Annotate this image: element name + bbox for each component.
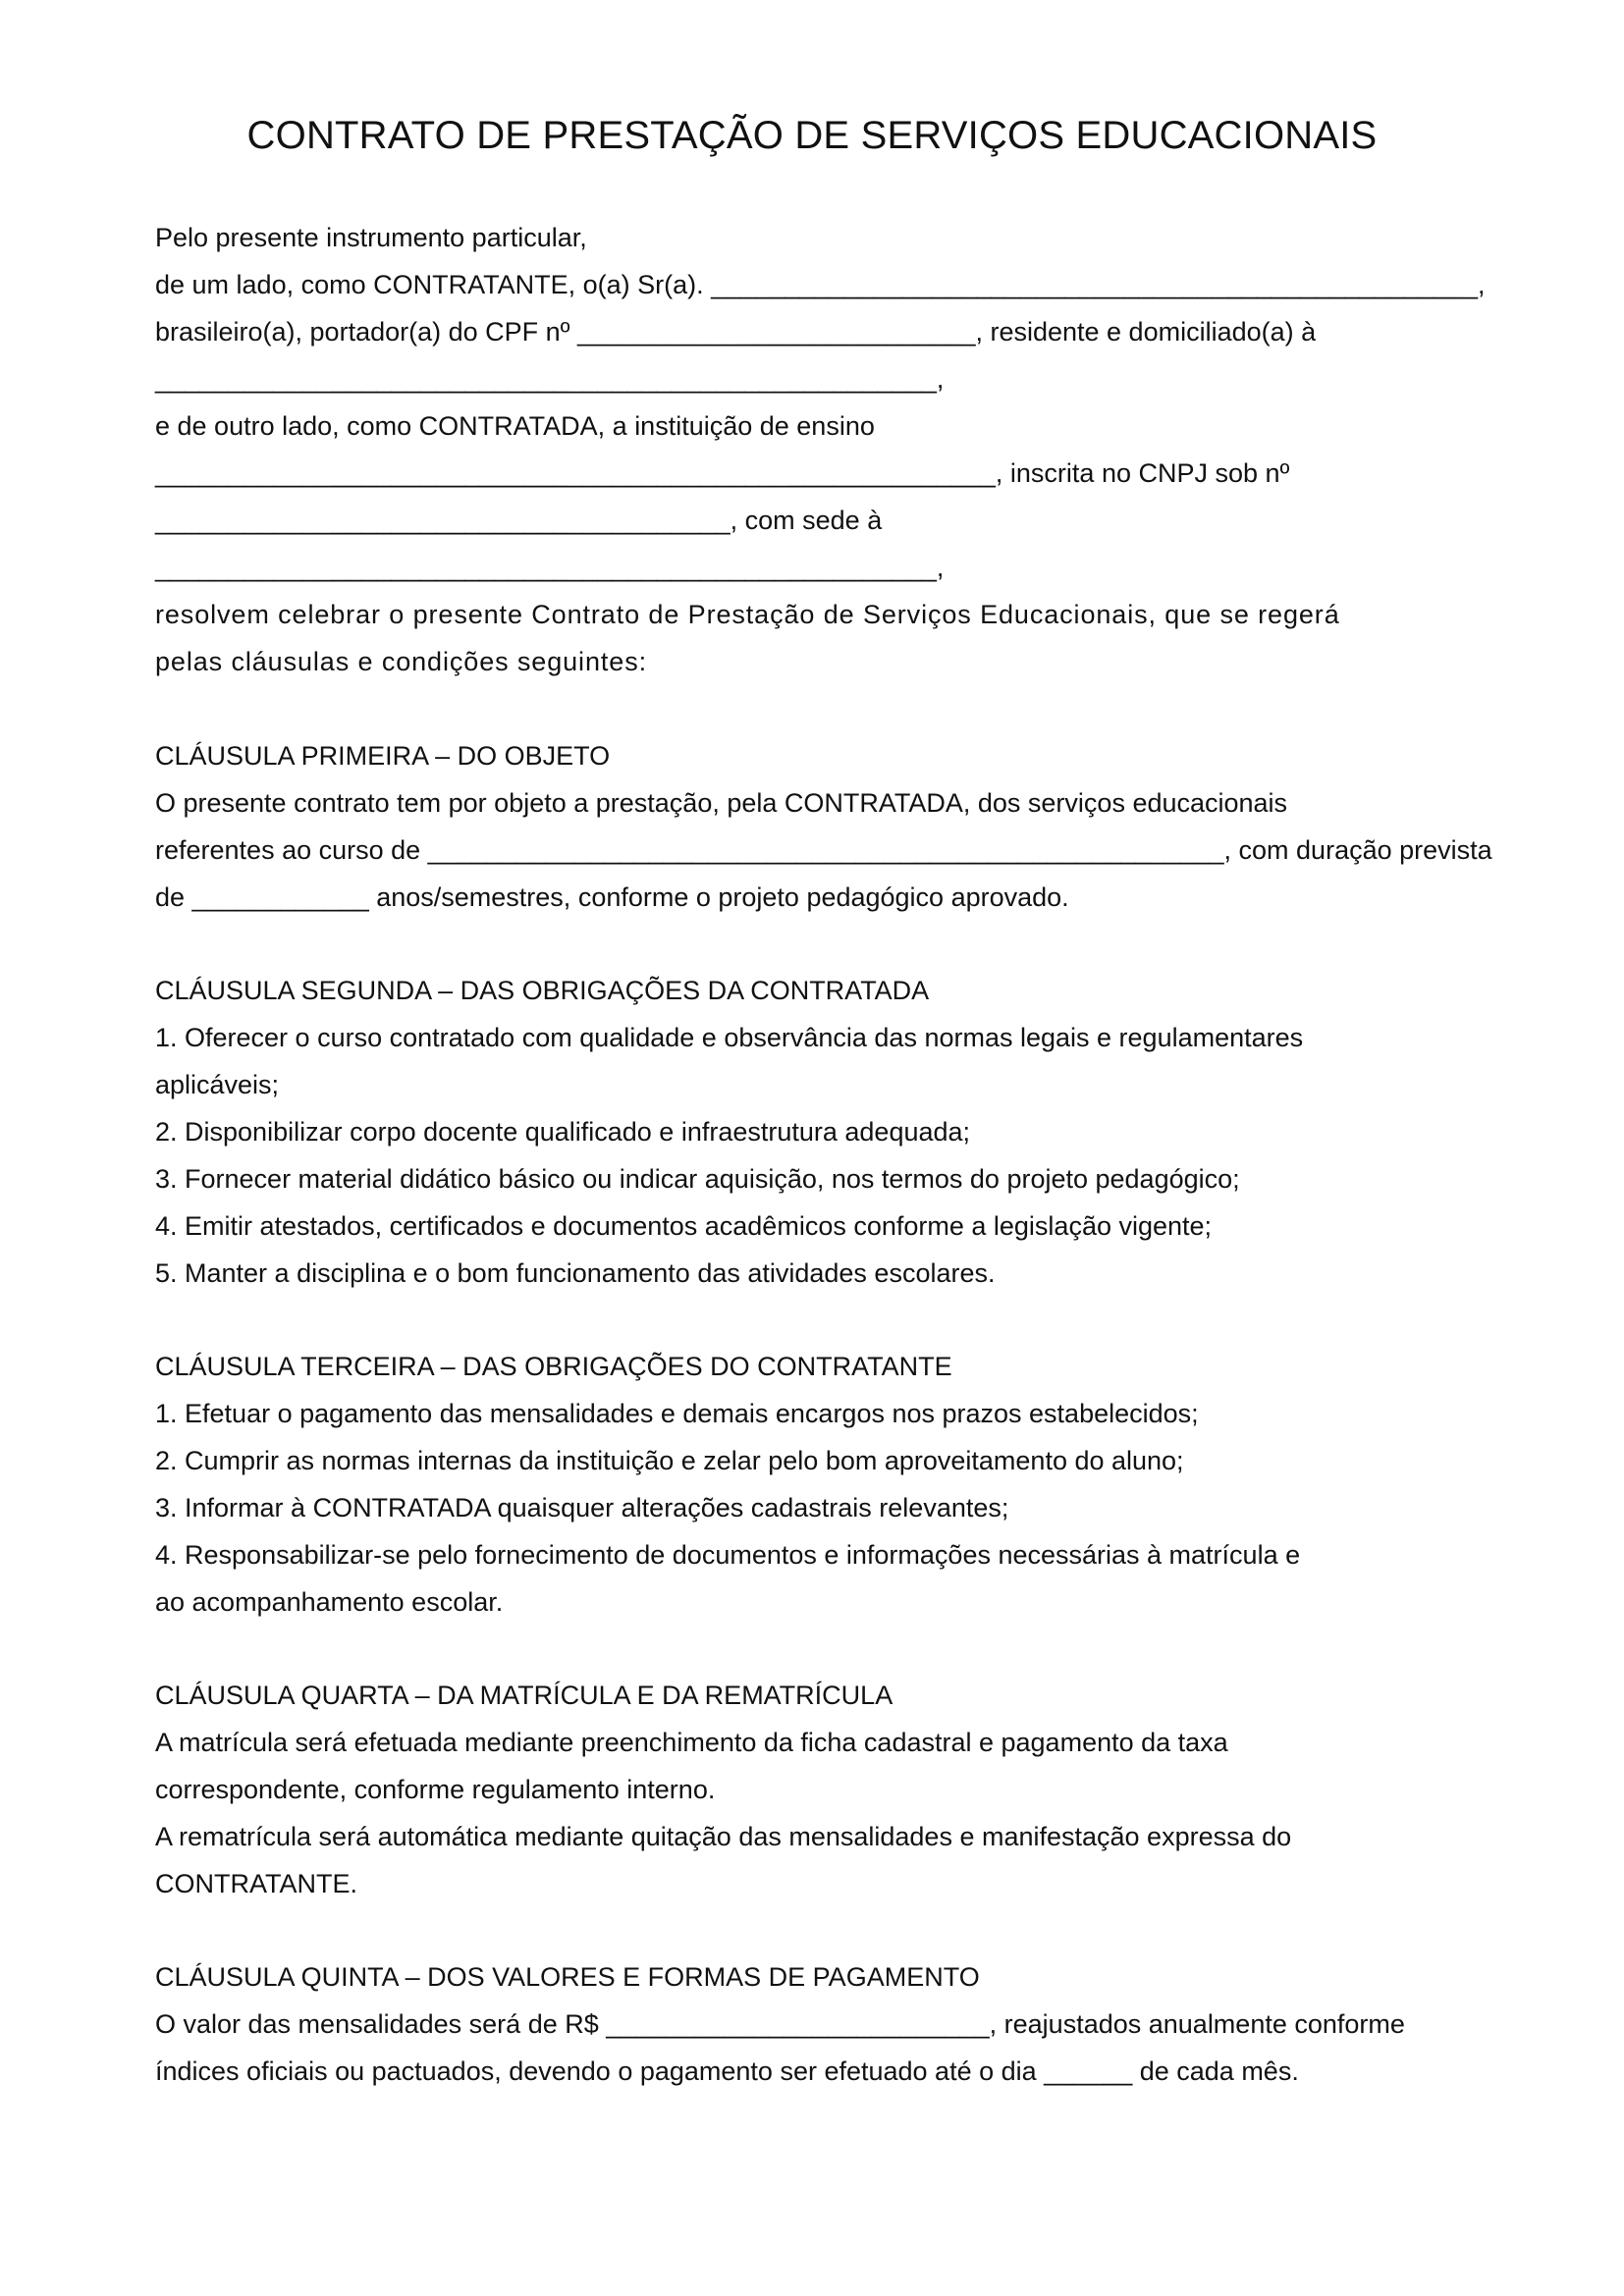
clause-line: 2. Disponibilizar corpo docente qualificado e infraestrutura adequada; [155, 1117, 971, 1147]
document-title: CONTRATO DE PRESTAÇÃO DE SERVIÇOS EDUCACIONAIS [246, 114, 1378, 157]
clause-line: O presente contrato tem por objeto a prestação, pela CONTRATADA, dos serviços educacionais [155, 788, 1288, 818]
preamble-line: de um lado, como CONTRATANTE, o(a) Sr(a). ____________________________________________________, [155, 270, 1486, 299]
clause-line: referentes ao curso de ______________________________________________________, com duração prevista [155, 835, 1492, 865]
preamble-line: Pelo presente instrumento particular, [155, 223, 587, 252]
preamble-line: pelas cláusulas e condições seguintes: [155, 647, 647, 676]
clause-line: ao acompanhamento escolar. [155, 1587, 504, 1617]
clause-line: índices oficiais ou pactuados, devendo o pagamento ser efetuado até o dia ______ de cada mês. [155, 2056, 1299, 2086]
preamble-line: _____________________________________________________, [155, 553, 945, 582]
clause-heading: CLÁUSULA PRIMEIRA – DO OBJETO [155, 741, 611, 771]
clause-line: 3. Informar à CONTRATADA quaisquer alterações cadastrais relevantes; [155, 1493, 1009, 1522]
clause-line: 4. Responsabilizar-se pelo fornecimento de documentos e informações necessárias à matrícula e [155, 1540, 1301, 1570]
preamble-line: e de outro lado, como CONTRATADA, a instituição de ensino [155, 411, 875, 441]
clause-heading: CLÁUSULA QUINTA – DOS VALORES E FORMAS DE PAGAMENTO [155, 1962, 980, 1992]
clause-line: O valor das mensalidades será de R$ __________________________, reajustados anualmente conforme [155, 2009, 1405, 2039]
clause-line: de ____________ anos/semestres, conforme o projeto pedagógico aprovado. [155, 882, 1069, 912]
preamble-line: _____________________________________________________, [155, 364, 945, 394]
clause-line: A rematrícula será automática mediante quitação das mensalidades e manifestação expressa do [155, 1822, 1292, 1851]
clause-line: 2. Cumprir as normas internas da instituição e zelar pelo bom aproveitamento do aluno; [155, 1446, 1184, 1475]
clause-line: A matrícula será efetuada mediante preenchimento da ficha cadastral e pagamento da taxa [155, 1728, 1228, 1757]
clause-line: 1. Oferecer o curso contratado com qualidade e observância das normas legais e regulamentares [155, 1023, 1304, 1052]
preamble-line: brasileiro(a), portador(a) do CPF nº ___________________________, residente e domiciliado(a) à [155, 317, 1317, 347]
preamble-line: _________________________________________________________, inscrita no CNPJ sob nº [155, 458, 1290, 488]
clause-line: aplicáveis; [155, 1070, 280, 1099]
clause-line: 1. Efetuar o pagamento das mensalidades e demais encargos nos prazos estabelecidos; [155, 1399, 1199, 1428]
clause-line: 5. Manter a disciplina e o bom funcionamento das atividades escolares. [155, 1258, 996, 1288]
clause-line: correspondente, conforme regulamento interno. [155, 1775, 716, 1804]
clause-heading: CLÁUSULA SEGUNDA – DAS OBRIGAÇÕES DA CONTRATADA [155, 976, 930, 1005]
clause-heading: CLÁUSULA QUARTA – DA MATRÍCULA E DA REMATRÍCULA [155, 1681, 893, 1710]
clause-line: 4. Emitir atestados, certificados e documentos acadêmicos conforme a legislação vigente; [155, 1211, 1213, 1241]
clause-line: CONTRATANTE. [155, 1869, 357, 1898]
preamble-line: _______________________________________, com sede à [155, 506, 883, 535]
clause-line: 3. Fornecer material didático básico ou indicar aquisição, nos termos do projeto pedagógico; [155, 1164, 1240, 1194]
clause-heading: CLÁUSULA TERCEIRA – DAS OBRIGAÇÕES DO CONTRATANTE [155, 1352, 952, 1381]
preamble-line: resolvem celebrar o presente Contrato de Prestação de Serviços Educacionais, que se regerá [155, 600, 1340, 629]
